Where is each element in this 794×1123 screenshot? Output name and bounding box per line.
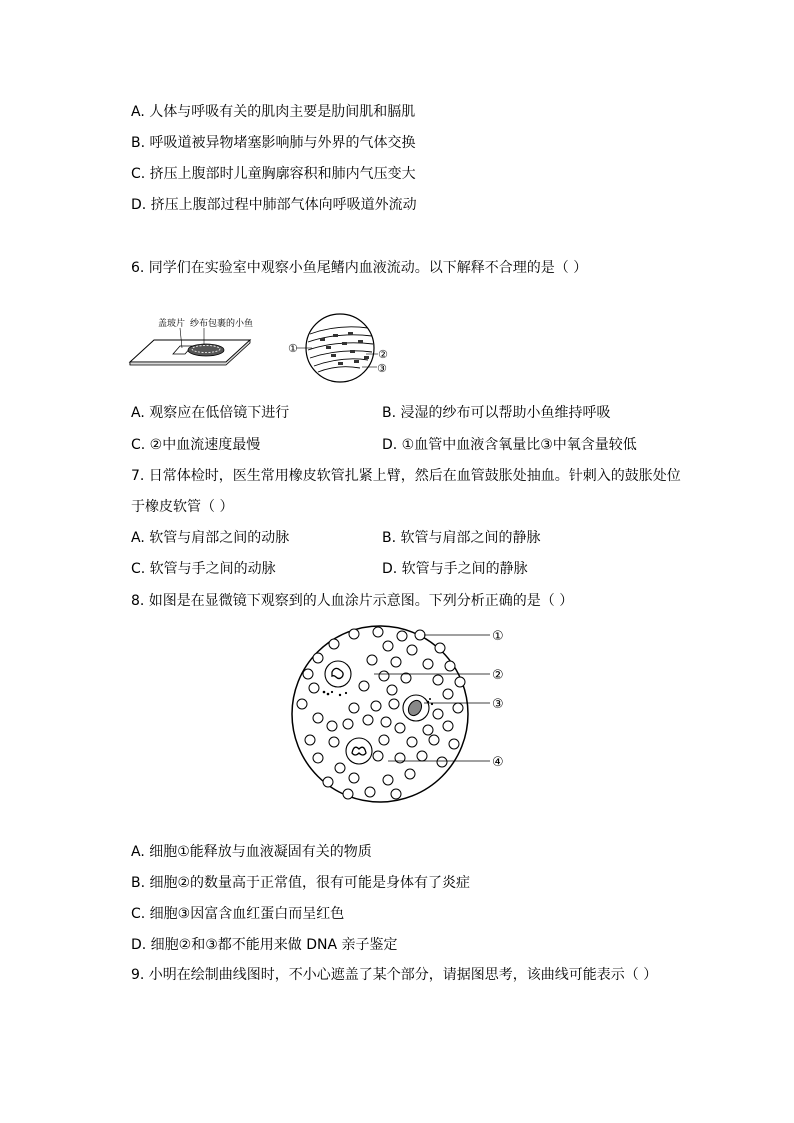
red-blood-cell: [395, 723, 405, 733]
q7-option-c: C. 软管与手之间的动脉: [131, 561, 276, 577]
q8-option-c: C. 细胞③因富含血红蛋白而呈红色: [131, 906, 345, 922]
red-blood-cell: [383, 641, 393, 651]
red-blood-cell: [433, 709, 443, 719]
red-blood-cell: [455, 677, 465, 687]
red-blood-cell: [433, 675, 443, 685]
red-blood-cell: [415, 630, 425, 640]
red-blood-cell: [443, 721, 453, 731]
fish-label: 纱布包裹的小鱼: [190, 319, 254, 329]
red-blood-cell: [395, 753, 405, 763]
q8-option-b: B. 细胞②的数量高于正常值，很有可能是身体有了炎症: [131, 875, 471, 891]
red-blood-cell: [417, 751, 427, 761]
red-blood-cell: [407, 737, 417, 747]
q6-option-c: C. ②中血流速度最慢: [131, 437, 261, 453]
blood-marker-3: ③: [492, 697, 504, 712]
red-blood-cell: [309, 683, 319, 693]
red-blood-cell: [349, 629, 359, 639]
red-blood-cell: [379, 671, 389, 681]
red-blood-cell: [453, 703, 463, 713]
red-blood-cell: [335, 763, 345, 773]
red-blood-cell: [365, 787, 375, 797]
red-blood-cell: [429, 735, 439, 745]
red-blood-cell: [329, 737, 339, 747]
q8-stem: 8. 如图是在显微镜下观察到的人血涂片示意图。下列分析正确的是（ ）: [131, 593, 574, 609]
red-blood-cell: [391, 789, 401, 799]
red-blood-cell: [329, 639, 339, 649]
red-blood-cell: [445, 661, 455, 671]
red-blood-cell: [313, 713, 323, 723]
red-blood-cell: [359, 681, 369, 691]
red-blood-cell: [373, 751, 383, 761]
red-blood-cell: [367, 655, 377, 665]
red-blood-cell: [389, 699, 399, 709]
red-blood-cell: [363, 715, 373, 725]
red-blood-cell: [303, 669, 313, 679]
q8-option-a: A. 细胞①能释放与血液凝固有关的物质: [131, 844, 372, 860]
red-blood-cell: [423, 725, 433, 735]
red-blood-cell: [443, 689, 453, 699]
red-blood-cell: [401, 673, 411, 683]
vessel-marker-2: ②: [378, 348, 388, 361]
red-blood-cell: [343, 789, 353, 799]
red-blood-cell: [349, 773, 359, 783]
red-blood-cell: [371, 701, 381, 711]
red-blood-cell: [343, 719, 353, 729]
red-blood-cell: [387, 685, 397, 695]
red-blood-cell: [305, 735, 315, 745]
blood-smear-figure: [288, 622, 518, 806]
q5-option-b: B. 呼吸道被异物堵塞影响肺与外界的气体交换: [131, 135, 416, 151]
q7-option-b: B. 软管与肩部之间的静脉: [382, 530, 541, 546]
red-blood-cell: [383, 775, 393, 785]
q7-stem-line2: 于橡皮软管（ ）: [131, 499, 234, 515]
slide-label: 盖玻片: [158, 319, 186, 329]
red-blood-cell: [437, 757, 447, 767]
red-blood-cell: [313, 653, 323, 663]
red-blood-cell: [449, 739, 459, 749]
red-blood-cell: [297, 699, 307, 709]
red-blood-cell: [323, 777, 333, 787]
red-blood-cell: [435, 643, 445, 653]
q5-option-d: D. 挤压上腹部过程中肺部气体向呼吸道外流动: [131, 197, 417, 213]
q6-option-d: D. ①血管中血液含氧量比③中氧含量较低: [382, 437, 637, 453]
red-blood-cell: [327, 721, 337, 731]
red-blood-cell: [373, 627, 383, 637]
vessel-marker-3: ③: [377, 362, 387, 375]
q6-stem: 6. 同学们在实验室中观察小鱼尾鳍内血液流动。以下解释不合理的是（ ）: [131, 260, 588, 276]
white-blood-cell-3: [403, 695, 429, 721]
q7-option-d: D. 软管与手之间的静脉: [382, 561, 528, 577]
red-blood-cell: [397, 631, 407, 641]
red-blood-cell: [379, 735, 389, 745]
red-blood-cell: [405, 769, 415, 779]
blood-marker-4: ④: [492, 755, 504, 770]
fish-tail-figure: [128, 312, 398, 384]
red-blood-cell: [349, 703, 359, 713]
red-blood-cell: [407, 645, 417, 655]
red-blood-cell: [391, 657, 401, 667]
white-blood-cell-lower: [346, 738, 372, 764]
q5-option-a: A. 人体与呼吸有关的肌肉主要是肋间肌和膈肌: [131, 104, 416, 120]
q6-option-a: A. 观察应在低倍镜下进行: [131, 405, 290, 421]
q6-option-b: B. 浸湿的纱布可以帮助小鱼维持呼吸: [382, 405, 611, 421]
q9-stem: 9. 小明在绘制曲线图时，不小心遮盖了某个部分，请据图思考，该曲线可能表示（ ）: [131, 967, 658, 983]
blood-marker-1: ①: [492, 629, 504, 644]
q8-option-d: D. 细胞②和③都不能用来做 DNA 亲子鉴定: [131, 937, 398, 953]
red-blood-cell: [423, 659, 433, 669]
q7-stem-line1: 7. 日常体检时，医生常用橡皮软管扎紧上臂，然后在血管鼓胀处抽血。针刺入的鼓胀处位: [131, 468, 681, 484]
q7-option-a: A. 软管与肩部之间的动脉: [131, 530, 290, 546]
q5-option-c: C. 挤压上腹部时儿童胸廓容积和肺内气压变大: [131, 166, 416, 182]
vessel-marker-1: ①: [288, 342, 298, 355]
red-blood-cell: [381, 717, 391, 727]
red-blood-cell: [313, 753, 323, 763]
blood-marker-2: ②: [492, 668, 504, 683]
white-blood-cell-2: [325, 661, 351, 687]
